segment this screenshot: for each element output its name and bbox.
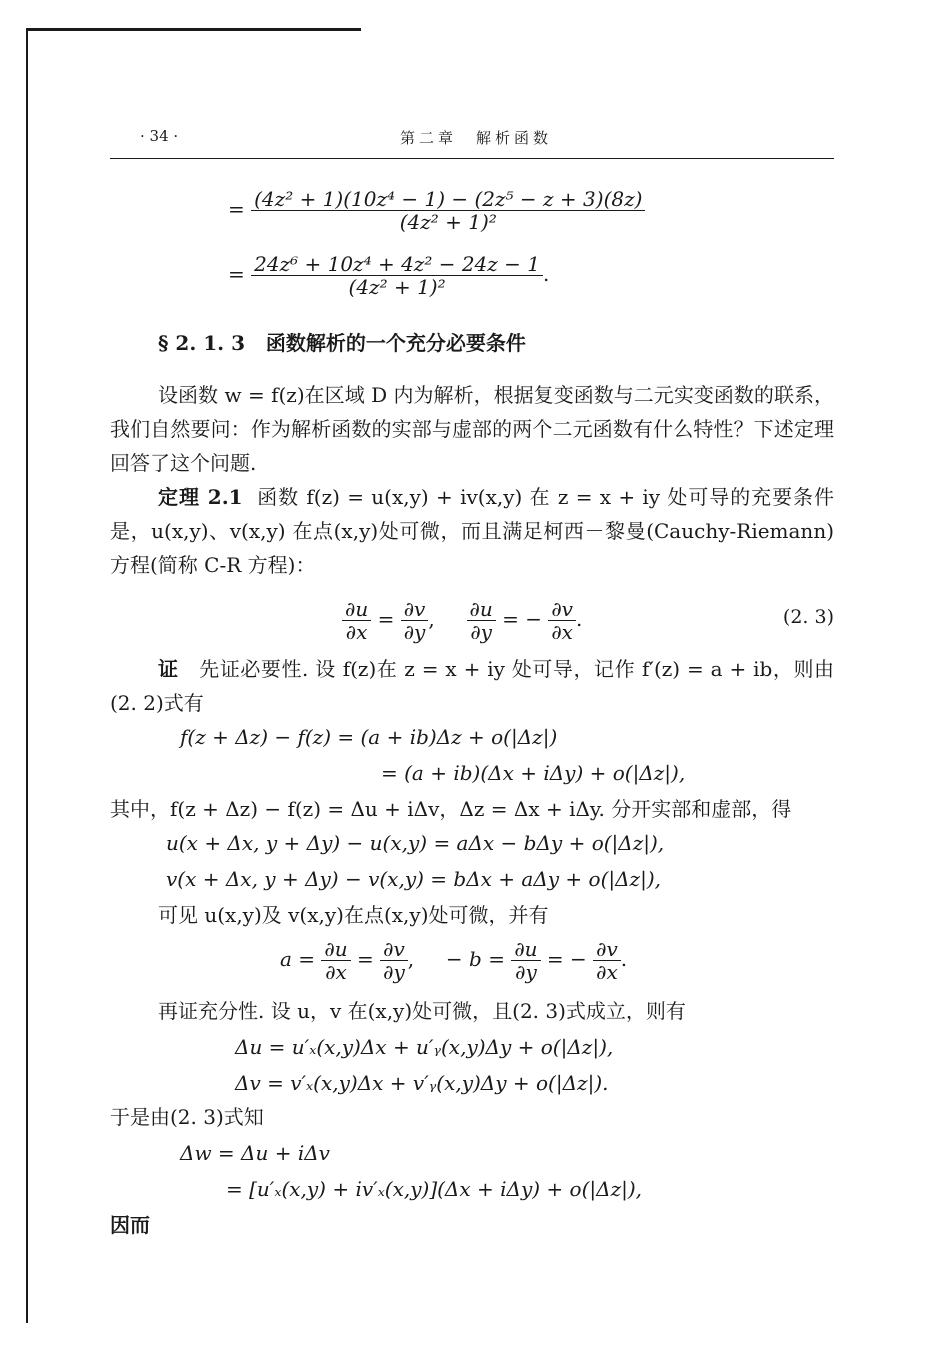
header-rule bbox=[110, 158, 834, 159]
equation-fz: f(z + Δz) − f(z) = (a + ib)Δz + o(|Δz|) bbox=[180, 725, 558, 749]
cr-equation bbox=[110, 598, 834, 650]
section-number: § 2. 1. 3 bbox=[158, 331, 246, 355]
where-paragraph bbox=[110, 792, 834, 826]
fraction bbox=[321, 938, 350, 983]
section-title: 函数解析的一个充分必要条件 bbox=[265, 331, 526, 355]
where-text: 其中，f(z + Δz) − f(z) = Δu + iΔv，Δz = Δx + iΔy. 分开实部和虚部，得 bbox=[110, 797, 792, 821]
equation-dw: Δw = Δu + iΔv bbox=[180, 1141, 330, 1165]
running-title: 第二章 解析函数 bbox=[400, 129, 553, 147]
numerator: ∂u bbox=[342, 598, 371, 621]
page-header bbox=[110, 125, 834, 155]
minus-b-equals: − b = bbox=[445, 947, 505, 971]
numerator: ∂v bbox=[401, 598, 429, 621]
fraction bbox=[548, 598, 576, 643]
proof-paragraph bbox=[110, 652, 834, 720]
formula-line-2: = $\frac{\text{24z⁶ + 10z⁴ + 4z² − 24z − 1}}{\text{(4z² + 1)²}}$ . bbox=[228, 252, 550, 299]
fraction bbox=[251, 188, 645, 233]
sufficiency-text: 再证充分性. 设 u，v 在(x,y)处可微，且(2. 3)式成立，则有 bbox=[158, 999, 686, 1023]
equation-v: v(x + Δx, y + Δy) − v(x,y) = bΔx + aΔy + o(|Δz|), bbox=[166, 867, 661, 891]
denominator: ∂y bbox=[470, 620, 492, 644]
necessity-text: 先证必要性. 设 f(z)在 z = x + iy 处可导，记作 f′(z) = a + ib，则由(2. 2)式有 bbox=[110, 657, 835, 715]
theorem-text: 函数 f(z) = u(x,y) + iv(x,y) 在 z = x + iy 处可导的充要条件是，u(x,y)、v(x,y) 在点(x,y)处可微，而且满足柯西－黎曼(Cauchy-Riemann)方程(简称 C-R 方程)： bbox=[110, 485, 834, 577]
denominator: ∂x bbox=[551, 620, 573, 644]
equation-number: (2. 3) bbox=[782, 606, 834, 628]
numerator: ∂u bbox=[511, 938, 540, 961]
theorem-paragraph bbox=[110, 480, 834, 582]
numerator: ∂u bbox=[467, 598, 496, 621]
theorem-label: 定理 2.1 bbox=[158, 485, 243, 509]
equation-u: u(x + Δx, y + Δy) − u(x,y) = aΔx − bΔy + o(|Δz|), bbox=[166, 831, 665, 855]
fraction bbox=[593, 938, 621, 983]
denominator: ∂x bbox=[596, 960, 618, 984]
equation-dw-cont: = [u′ₓ(x,y) + iv′ₓ(x,y)](Δx + iΔy) + o(|Δz|), bbox=[226, 1177, 643, 1201]
equation-ab: a = $\frac{\partial u}{\partial x}$ = $\frac{\partial v}{\partial y}$ , − b = $\frac{\partial u}{\partial y}$ = − $\frac{\partial v}{\partial x}$ . bbox=[280, 937, 628, 984]
paragraph-block bbox=[110, 378, 834, 582]
differentiable-text: 可见 u(x,y)及 v(x,y)在点(x,y)处可微，并有 bbox=[158, 903, 549, 927]
denominator: (4z² + 1)² bbox=[399, 210, 497, 234]
therefore-text: 因而 bbox=[110, 1213, 150, 1237]
equation-fz-cont: = (a + ib)(Δx + iΔy) + o(|Δz|), bbox=[381, 761, 686, 785]
numerator: ∂u bbox=[321, 938, 350, 961]
fraction bbox=[511, 938, 540, 983]
section-heading bbox=[158, 330, 526, 356]
scan-edge-top bbox=[26, 28, 361, 31]
denominator: ∂y bbox=[515, 960, 537, 984]
equation-du: Δu = u′ₓ(x,y)Δx + u′ᵧ(x,y)Δy + o(|Δz|), bbox=[235, 1035, 614, 1059]
denominator: ∂x bbox=[345, 620, 368, 644]
numerator: ∂v bbox=[593, 938, 621, 961]
numerator: ∂v bbox=[380, 938, 408, 961]
intro-paragraph: 设函数 w = f(z)在区域 D 内为解析，根据复变函数与二元实变函数的联系，我们自然要问：作为解析函数的实部与虚部的两个二元函数有什么特性？下述定理回答了这个问题. bbox=[110, 383, 834, 475]
denominator: ∂y bbox=[383, 960, 405, 984]
fraction bbox=[342, 598, 371, 643]
equation-dv: Δv = v′ₓ(x,y)Δx + v′ᵧ(x,y)Δy + o(|Δz|). bbox=[235, 1071, 609, 1095]
formula-line-1: = $\frac{\text{(4z² + 1)(10z⁴ − 1) − (2z⁵ − z + 3)(8z)}}{\text{(4z² + 1)²}}$ bbox=[228, 188, 645, 233]
proof-label: 证 bbox=[158, 657, 179, 681]
fraction bbox=[380, 938, 408, 983]
numerator: (4z² + 1)(10z⁴ − 1) − (2z⁵ − z + 3)(8z) bbox=[251, 188, 645, 211]
scan-edge-left bbox=[26, 28, 28, 1323]
denominator: ∂y bbox=[403, 620, 426, 644]
numerator: 24z⁶ + 10z⁴ + 4z² − 24z − 1 bbox=[251, 253, 543, 276]
denominator: (4z² + 1)² bbox=[348, 275, 446, 299]
fraction bbox=[251, 253, 543, 298]
then-text: 于是由(2. 3)式知 bbox=[110, 1105, 264, 1129]
page-number: · 34 · bbox=[140, 127, 179, 145]
a-equals: a = bbox=[280, 947, 316, 971]
fraction bbox=[467, 598, 496, 643]
cr-equation-body: $\frac{\partial u}{\partial x}$ = $\frac{\partial v}{\partial y}$ , $\frac{\partial u}{\partial y}$ = − $\frac{\partial v}{\partial x}$ . bbox=[342, 598, 582, 643]
fraction bbox=[401, 598, 429, 643]
numerator: ∂v bbox=[548, 598, 576, 621]
denominator: ∂x bbox=[325, 960, 347, 984]
